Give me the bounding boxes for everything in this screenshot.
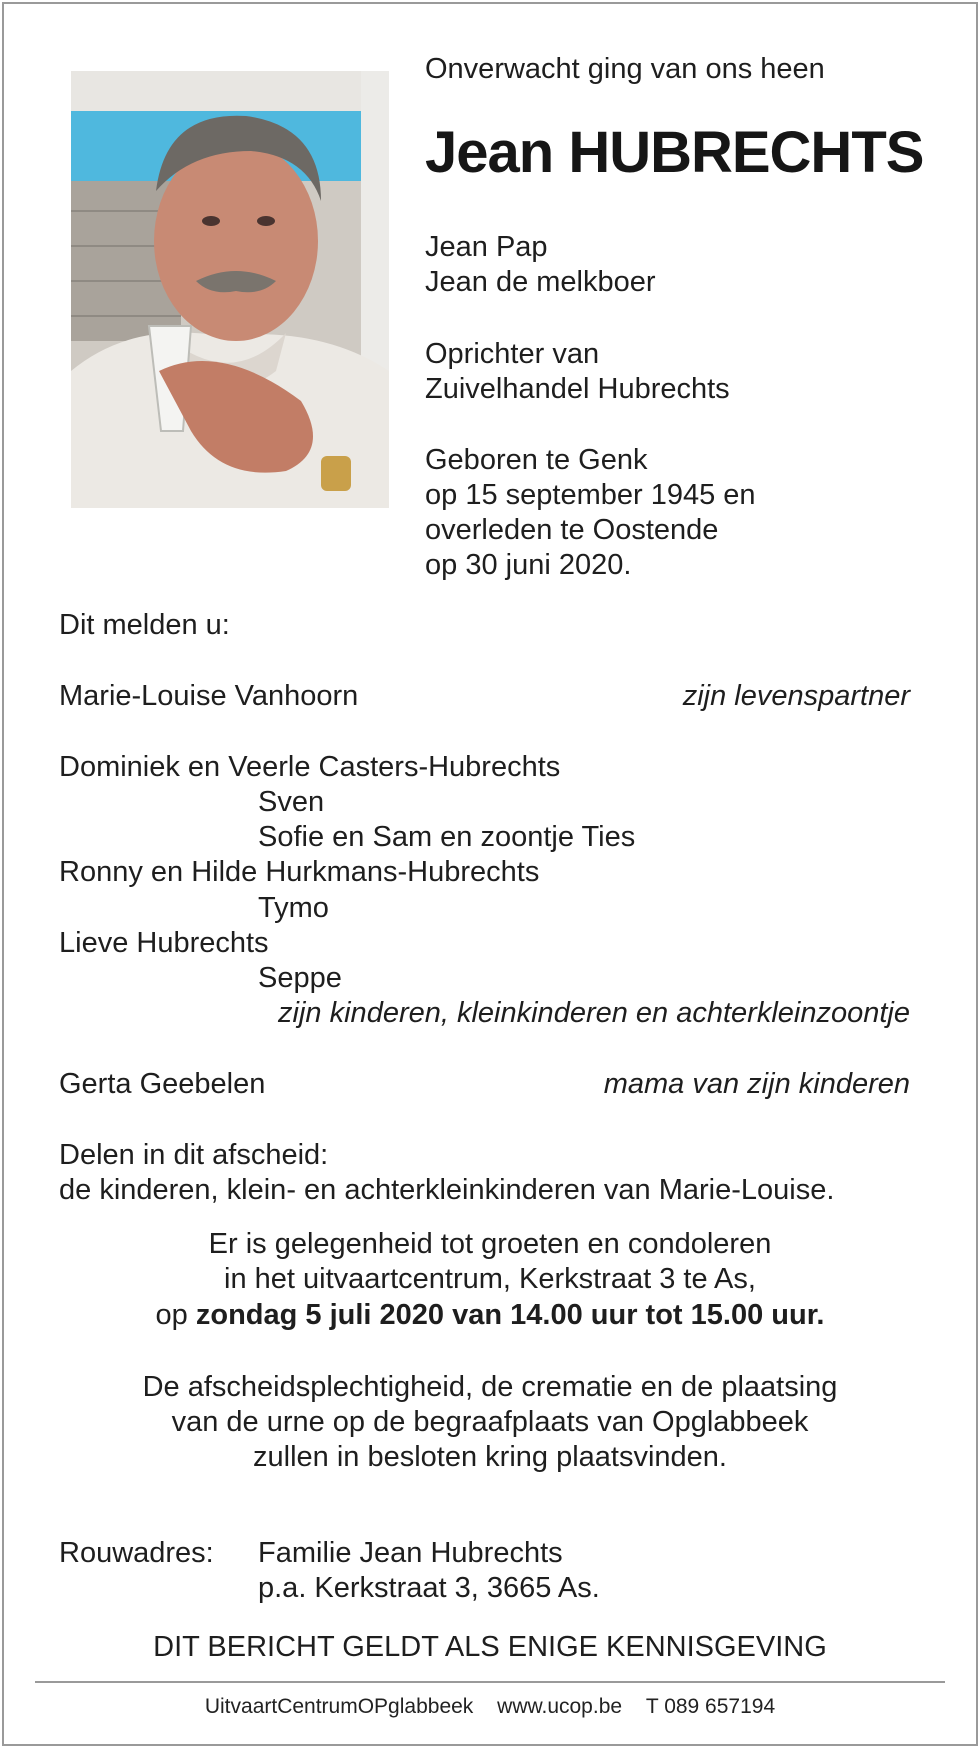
partner-name: Marie-Louise Vanhoorn bbox=[59, 680, 359, 712]
address-line: Familie Jean Hubrechts bbox=[258, 1537, 563, 1569]
deceased-name: Jean HUBRECHTS bbox=[425, 120, 924, 185]
footer-website[interactable]: www.ucop.be bbox=[497, 1695, 623, 1718]
condolence-date-bold: zondag 5 juli 2020 van 14.00 uur tot 15.00 uur. bbox=[195, 1299, 825, 1331]
birth-death-line: op 15 september 1945 en bbox=[425, 479, 756, 511]
address-line: p.a. Kerkstraat 3, 3665 As. bbox=[258, 1572, 600, 1604]
footer-phone: T 089 657194 bbox=[645, 1695, 776, 1718]
notice-text: DIT BERICHT GELDT ALS ENIGE KENNISGEVING bbox=[153, 1631, 827, 1663]
family-line: Tymo bbox=[258, 892, 329, 924]
footer bbox=[0, 1693, 980, 1721]
birth-death-line: op 30 juni 2020. bbox=[425, 549, 632, 581]
founder-line: Oprichter van bbox=[425, 338, 600, 370]
condolence-datetime bbox=[0, 1298, 980, 1333]
ceremony-line: De afscheidsplechtigheid, de crematie en de plaatsing bbox=[142, 1371, 838, 1403]
footer-divider bbox=[35, 1681, 945, 1683]
condolence-prefix: op bbox=[155, 1299, 196, 1331]
partner-role: zijn levenspartner bbox=[682, 680, 910, 712]
family-line: Ronny en Hilde Hurkmans-Hubrechts bbox=[59, 856, 540, 888]
family-line: Dominiek en Veerle Casters-Hubrechts bbox=[59, 751, 561, 783]
nickname: Jean de melkboer bbox=[425, 266, 656, 298]
family-line: Sofie en Sam en zoontje Ties bbox=[258, 821, 636, 853]
family-line: Seppe bbox=[258, 962, 342, 994]
condolence-line: in het uitvaartcentrum, Kerkstraat 3 te As, bbox=[224, 1263, 756, 1295]
share-line: de kinderen, klein- en achterkleinkinderen van Marie-Louise. bbox=[59, 1174, 835, 1206]
intro-text: Onverwacht ging van ons heen bbox=[425, 53, 825, 85]
portrait-photo bbox=[71, 71, 389, 508]
ceremony-line: van de urne op de begraafplaats van Opglabbeek bbox=[171, 1406, 809, 1438]
address-label: Rouwadres: bbox=[59, 1537, 214, 1569]
ex-partner-name: Gerta Geebelen bbox=[59, 1068, 266, 1100]
birth-death-line: overleden te Oostende bbox=[425, 514, 719, 546]
nickname: Jean Pap bbox=[425, 231, 548, 263]
ceremony-line: zullen in besloten kring plaatsvinden. bbox=[253, 1441, 727, 1473]
family-line: Lieve Hubrechts bbox=[59, 927, 269, 959]
footer-company: UitvaartCentrumOPglabbeek bbox=[204, 1695, 474, 1718]
share-line: Delen in dit afscheid: bbox=[59, 1139, 329, 1171]
ex-partner-role: mama van zijn kinderen bbox=[603, 1068, 910, 1100]
birth-death-line: Geboren te Genk bbox=[425, 444, 648, 476]
founder-line: Zuivelhandel Hubrechts bbox=[425, 373, 730, 405]
family-line: Sven bbox=[258, 786, 325, 818]
children-role: zijn kinderen, kleinkinderen en achterkleinzoontje bbox=[278, 997, 910, 1029]
announcers-intro: Dit melden u: bbox=[59, 609, 230, 641]
condolence-line: Er is gelegenheid tot groeten en condoleren bbox=[208, 1228, 772, 1260]
